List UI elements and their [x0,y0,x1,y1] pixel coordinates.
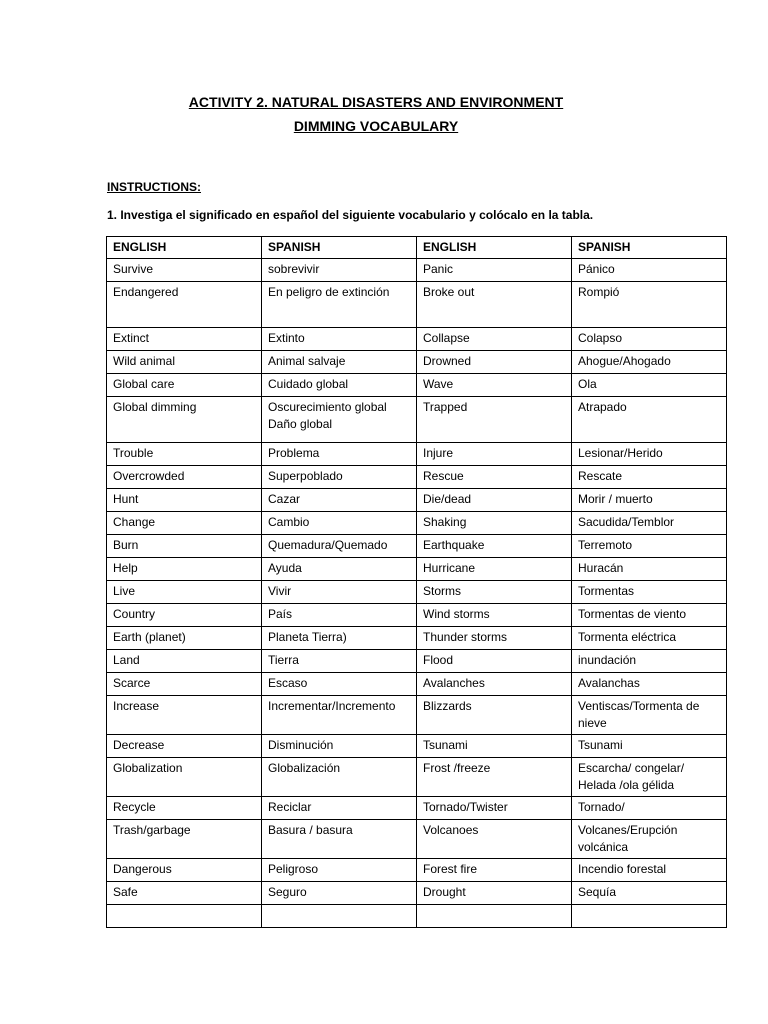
table-cell: Trouble [107,443,262,466]
header-english-1: ENGLISH [107,237,262,259]
table-row [107,581,727,604]
table-cell: Wild animal [107,351,262,374]
table-cell: Broke out [417,282,572,328]
table-row [107,735,727,758]
table-cell: Drought [417,882,572,905]
table-cell: En peligro de extinción [262,282,417,328]
table-cell: Safe [107,882,262,905]
instructions-label: INSTRUCTIONS: [107,180,201,194]
table-cell: Scarce [107,673,262,696]
table-cell: Lesionar/Herido [572,443,727,466]
table-cell: Global care [107,374,262,397]
table-row [107,673,727,696]
table-cell: Volcanoes [417,820,572,859]
table-cell: Globalización [262,758,417,797]
table-cell: Blizzards [417,696,572,735]
table-cell: Avalanches [417,673,572,696]
table-cell: Tsunami [572,735,727,758]
table-cell: Rescue [417,466,572,489]
table-cell: Wind storms [417,604,572,627]
table-cell: Morir / muerto [572,489,727,512]
table-cell: Tornado/ [572,797,727,820]
table-cell: Cambio [262,512,417,535]
table-cell: Basura / basura [262,820,417,859]
table-header-row [107,237,727,259]
table-row [107,604,727,627]
table-cell: Huracán [572,558,727,581]
table-row [107,512,727,535]
table-cell: Live [107,581,262,604]
table-cell: Incendio forestal [572,859,727,882]
table-cell: Terremoto [572,535,727,558]
table-row [107,650,727,673]
page-subtitle: DIMMING VOCABULARY [293,118,459,134]
table-row [107,627,727,650]
table-cell: Country [107,604,262,627]
table-cell: Cuidado global [262,374,417,397]
table-cell [262,905,417,928]
table-cell: Peligroso [262,859,417,882]
table-cell: Thunder storms [417,627,572,650]
vocabulary-table [106,236,727,928]
table-cell: Storms [417,581,572,604]
table-cell: Increase [107,696,262,735]
table-cell: Survive [107,259,262,282]
table-cell: Seguro [262,882,417,905]
table-cell: Shaking [417,512,572,535]
table-cell: Quemadura/Quemado [262,535,417,558]
table-cell: Ventiscas/Tormenta de nieve [572,696,727,735]
instruction-question: 1. Investiga el significado en español del siguiente vocabulario y colócalo en la tabla. [107,208,594,222]
table-cell: Planeta Tierra) [262,627,417,650]
table-row [107,758,727,797]
table-cell: Volcanes/Erupción volcánica [572,820,727,859]
table-row [107,489,727,512]
table-row [107,397,727,443]
table-cell: Globalization [107,758,262,797]
table-cell: Decrease [107,735,262,758]
table-row [107,443,727,466]
table-row [107,882,727,905]
table-cell: Sequía [572,882,727,905]
table-cell: Injure [417,443,572,466]
table-cell: Tormenta eléctrica [572,627,727,650]
header-spanish-2: SPANISH [572,237,727,259]
table-cell: Flood [417,650,572,673]
table-cell: Forest fire [417,859,572,882]
table-cell: Collapse [417,328,572,351]
table-row [107,820,727,859]
table-row [107,558,727,581]
table-cell: Panic [417,259,572,282]
table-cell: Recycle [107,797,262,820]
table-cell: Incrementar/Incremento [262,696,417,735]
table-cell: Animal salvaje [262,351,417,374]
table-row [107,466,727,489]
table-cell: Sacudida/Temblor [572,512,727,535]
header-english-2: ENGLISH [417,237,572,259]
table-cell: Tormentas [572,581,727,604]
table-cell: Oscurecimiento global Daño global [262,397,417,443]
table-row [107,535,727,558]
table-cell: Vivir [262,581,417,604]
table-row [107,282,727,328]
table-body [107,259,727,928]
table-cell: Endangered [107,282,262,328]
table-cell: Help [107,558,262,581]
table-cell: Ahogue/Ahogado [572,351,727,374]
table-cell: País [262,604,417,627]
table-cell: Trash/garbage [107,820,262,859]
table-cell: Disminución [262,735,417,758]
table-row [107,859,727,882]
table-cell: Cazar [262,489,417,512]
table-cell: Reciclar [262,797,417,820]
table-cell: Earthquake [417,535,572,558]
table-cell: Atrapado [572,397,727,443]
table-cell: Land [107,650,262,673]
table-row [107,351,727,374]
table-cell [572,905,727,928]
table-cell: Trapped [417,397,572,443]
table-cell: Dangerous [107,859,262,882]
table-cell: sobrevivir [262,259,417,282]
table-cell: Frost /freeze [417,758,572,797]
table-cell: Tsunami [417,735,572,758]
table-cell: Ola [572,374,727,397]
table-cell: Wave [417,374,572,397]
table-cell: Tierra [262,650,417,673]
table-cell: Drowned [417,351,572,374]
table-cell: Tornado/Twister [417,797,572,820]
table-cell: Tormentas de viento [572,604,727,627]
table-cell: Hurricane [417,558,572,581]
table-cell: Colapso [572,328,727,351]
table-cell: Pánico [572,259,727,282]
table-cell: Problema [262,443,417,466]
table-cell: Hunt [107,489,262,512]
table-cell: Change [107,512,262,535]
table-cell: Avalanchas [572,673,727,696]
table-cell: Extinct [107,328,262,351]
table-cell: Ayuda [262,558,417,581]
table-cell: Overcrowded [107,466,262,489]
table-cell: Global dimming [107,397,262,443]
table-cell: Superpoblado [262,466,417,489]
table-cell: Earth (planet) [107,627,262,650]
table-cell [107,905,262,928]
table-row [107,259,727,282]
table-row [107,696,727,735]
table-cell: Burn [107,535,262,558]
table-cell: inundación [572,650,727,673]
table-cell [417,905,572,928]
table-cell: Escarcha/ congelar/ Helada /ola gélida [572,758,727,797]
table-row [107,905,727,928]
table-row [107,374,727,397]
table-cell: Escaso [262,673,417,696]
page-title: ACTIVITY 2. NATURAL DISASTERS AND ENVIRONMENT [188,94,564,110]
header-spanish-1: SPANISH [262,237,417,259]
table-cell: Rompió [572,282,727,328]
table-cell: Extinto [262,328,417,351]
table-row [107,797,727,820]
table-row [107,328,727,351]
table-cell: Rescate [572,466,727,489]
table-cell: Die/dead [417,489,572,512]
